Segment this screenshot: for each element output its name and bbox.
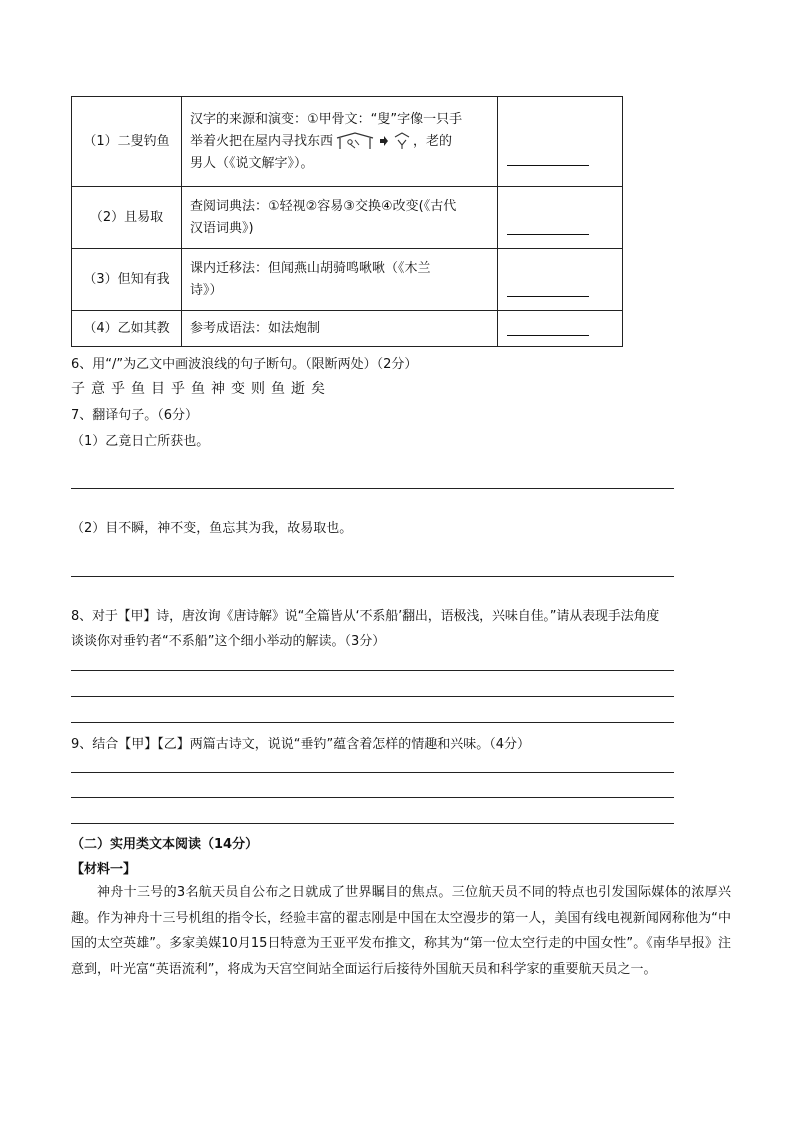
question-9-prompt: 9、结合【甲】【乙】两篇古诗文，说说“垂钓”蕴含着怎样的情趣和兴味。（4分） [71, 737, 531, 752]
term-cell: （3）但知有我 [72, 249, 182, 311]
answer-blank [507, 234, 589, 235]
method-line: 课内迁移法：但闻燕山胡骑鸣啾啾（《木兰 [190, 260, 431, 276]
section-heading: （二）实用类文本阅读（14分） [71, 837, 259, 852]
material-label: 【材料一】 [71, 862, 137, 877]
vocabulary-table [71, 96, 623, 347]
method-line: 汉字的来源和演变：①甲骨文：“叟”字像一只手 [190, 111, 463, 127]
term-cell: （4）乙如其教 [72, 311, 182, 347]
answer-cell[interactable] [498, 97, 623, 187]
method-text: ，老的 [413, 133, 453, 149]
method-line: 诗》） [190, 282, 223, 298]
question-8-line-1: 8、对于【甲】诗，唐汝询《唐诗解》说“全篇皆从‘不系船’翻出，语极浅，兴味自佳。”请从表现手法角度 [71, 609, 660, 624]
table-row [72, 249, 623, 311]
method-cell [182, 249, 498, 311]
answer-line[interactable] [71, 670, 674, 671]
question-6-prompt: 6、用“/”为乙文中画波浪线的句子断句。（限断两处）（2分） [71, 357, 418, 372]
question-6-text: 子意乎鱼目乎鱼神变则鱼逝矣 [71, 381, 331, 397]
method-cell [182, 311, 498, 347]
method-line: 汉语词典》) [190, 220, 254, 236]
question-7-item-2: （2）目不瞬，神不变，鱼忘其为我，故易取也。 [71, 521, 353, 536]
answer-blank [507, 165, 589, 166]
table-row [72, 311, 623, 347]
oracle-glyph-evolution-figure [335, 132, 411, 150]
method-line: 参考成语法：如法炮制 [190, 320, 321, 336]
method-line: 男人（《说文解字》）。 [190, 155, 314, 171]
answer-line[interactable] [71, 797, 674, 798]
method-cell [182, 187, 498, 249]
term-cell: （1）二叟钓鱼 [72, 97, 182, 187]
method-line: 查阅词典法：①轻视②容易③交换④改变(《古代 [190, 198, 457, 214]
seal-script-glyph-icon [393, 132, 411, 150]
method-text: 举着火把在屋内寻找东西 [190, 133, 334, 149]
arrow-right-icon [379, 136, 389, 146]
material-paragraph: 神舟十三号的3名航天员自公布之日就成了世界瞩目的焦点。三位航天员不同的特点也引发国际媒体的浓厚兴趣。作为神舟十三号机组的指令长，经验丰富的翟志刚是中国在太空漫步的第一人，美国有线电视新闻网称他为“中国的太空英雄”。多家美媒10月15日特意为王亚平发布推文，称其为“第一位太空行走的中国女性”。《南华早报》注意到，叶光富“英语流利”，将成为天宫空间站全面运行后接待外国航天员和科学家的重要航天员之一。 [71, 885, 731, 977]
question-7-prompt: 7、翻译句子。（6分） [71, 408, 199, 423]
answer-line[interactable] [71, 722, 674, 723]
method-cell [182, 97, 498, 187]
question-7-item-1: （1）乙竟日亡所获也。 [71, 434, 210, 449]
answer-blank [507, 335, 589, 336]
answer-line[interactable] [71, 823, 674, 824]
table-row [72, 97, 623, 187]
answer-blank [507, 296, 589, 297]
answer-line[interactable] [71, 488, 674, 489]
question-8-line-2: 谈谈你对垂钓者“不系船”这个细小举动的解读。（3分） [71, 634, 386, 649]
term-cell: （2）且易取 [72, 187, 182, 249]
table-row [72, 187, 623, 249]
answer-line[interactable] [71, 772, 674, 773]
answer-cell[interactable] [498, 187, 623, 249]
answer-line[interactable] [71, 576, 674, 577]
oracle-bone-glyph-icon [335, 132, 375, 150]
method-line [190, 131, 489, 153]
answer-cell[interactable] [498, 249, 623, 311]
answer-cell[interactable] [498, 311, 623, 347]
answer-line[interactable] [71, 696, 674, 697]
